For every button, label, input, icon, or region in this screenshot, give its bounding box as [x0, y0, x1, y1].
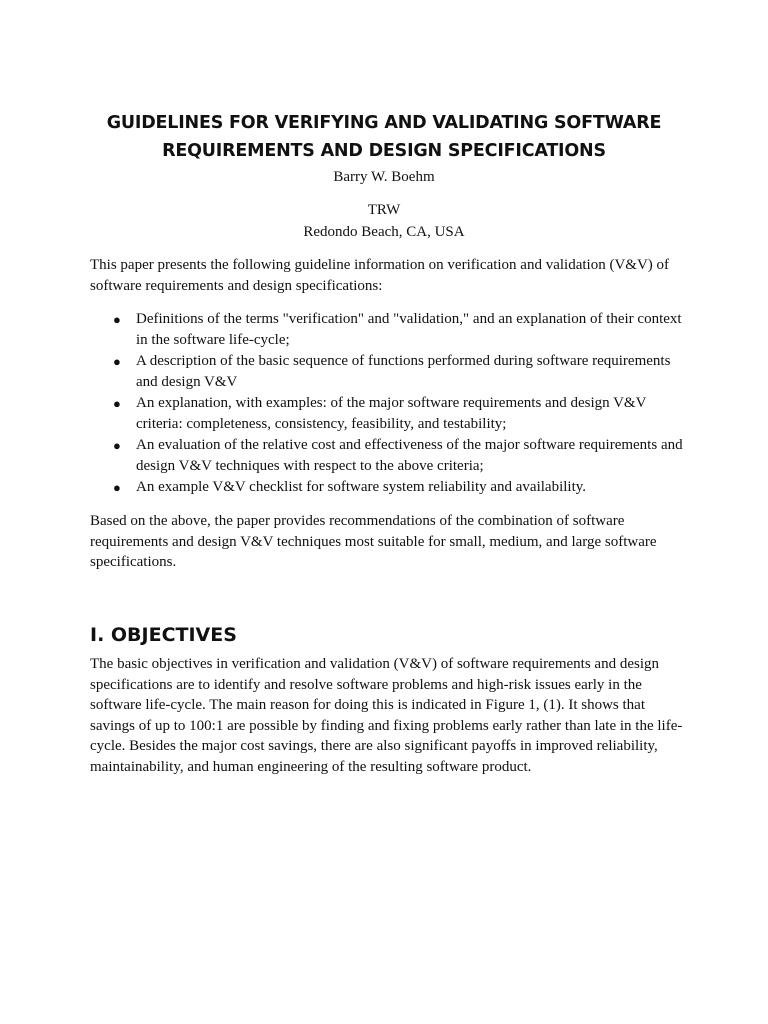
paper-title-line: REQUIREMENTS AND DESIGN SPECIFICATIONS: [162, 141, 606, 161]
intro-paragraph: This paper presents the following guideline information on verification and validation (V&V) of software requirements and design specifications:: [90, 257, 670, 294]
affiliation: [0, 199, 768, 243]
list-item: [90, 309, 690, 351]
bullet-icon: ●: [113, 312, 121, 327]
author-name: Barry W. Boehm: [333, 169, 435, 185]
list-item-text: Definitions of the terms "verification" and "validation," and an explanation of their context in the software life-cycle;: [136, 311, 682, 348]
affiliation-location: Redondo Beach, CA, USA: [303, 224, 465, 240]
list-item-text: An evaluation of the relative cost and effectiveness of the major software requirements and design V&V techniques with respect to the above criteria;: [136, 437, 683, 474]
paper-title: [60, 109, 708, 165]
objectives-paragraph: The basic objectives in verification and validation (V&V) of software requirements and design specifications are to identify and resolve software problems and high-risk issues early in the software life-cycle. The main reason for doing this is indicated in Figure 1, (1). It shows that savings of up to 100:1 are possible by finding and fixing problems early rather than late in the life-cycle. Besides the major cost savings, there are also significant payoffs in improved reliability, maintainability, and human engineering of the resulting software product.: [90, 656, 683, 775]
affiliation-org: TRW: [367, 202, 401, 218]
bullet-icon: ●: [113, 354, 121, 369]
section-heading: I. OBJECTIVES: [90, 624, 237, 646]
list-item: [90, 477, 690, 498]
bullet-icon: ●: [113, 480, 121, 495]
paper-title-line: GUIDELINES FOR VERIFYING AND VALIDATING SOFTWARE: [106, 113, 662, 133]
list-item-text: A description of the basic sequence of functions performed during software requirements and design V&V: [136, 353, 671, 390]
list-item-text: An example V&V checklist for software system reliability and availability.: [136, 479, 587, 495]
bullet-list: [90, 309, 690, 498]
list-item: [90, 393, 690, 435]
list-item-text: An explanation, with examples: of the major software requirements and design V&V criteria: completeness, consistency, feasibility, and testability;: [136, 395, 647, 432]
list-item: [90, 435, 690, 477]
bullet-icon: ●: [113, 396, 121, 411]
list-item: [90, 351, 690, 393]
summary-paragraph: Based on the above, the paper provides recommendations of the combination of software requirements and design V&V techniques most suitable for small, medium, and large software specifications.: [90, 513, 657, 571]
bullet-icon: ●: [113, 438, 121, 453]
